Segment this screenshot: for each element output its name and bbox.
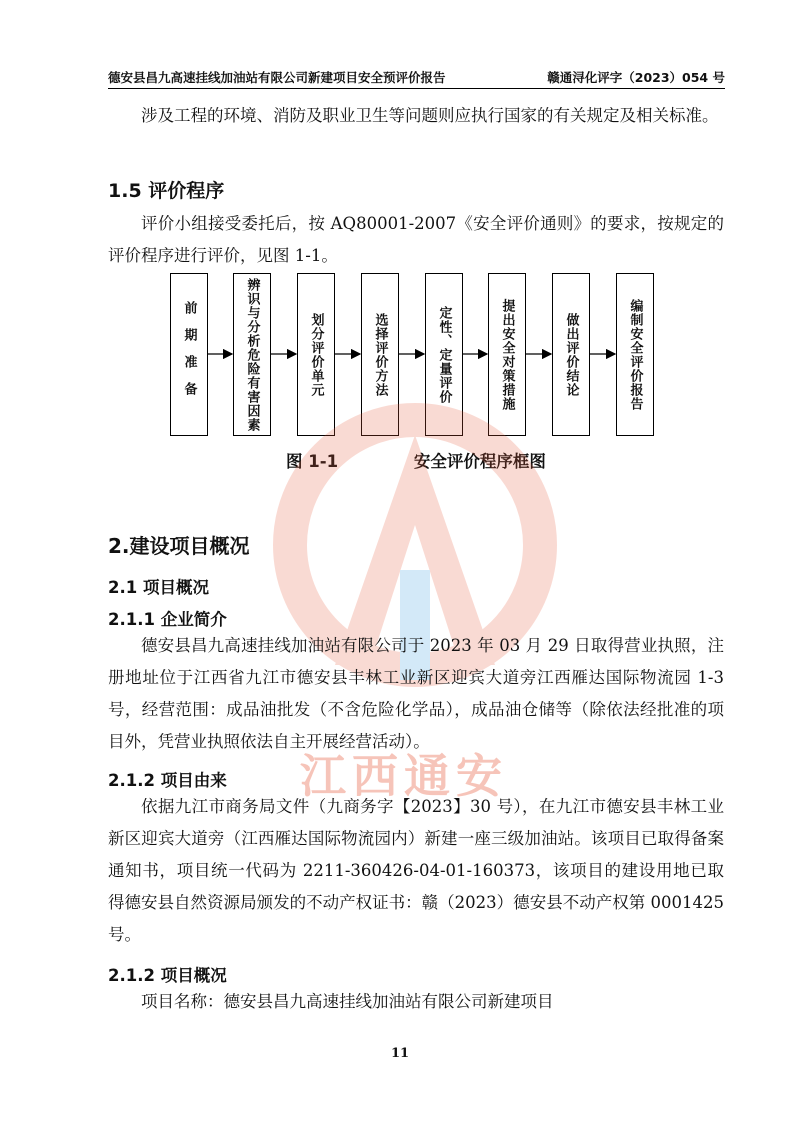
page-header: [108, 66, 725, 89]
figure-caption: [286, 448, 546, 472]
paragraph-project-name: 项目名称：德安县昌九高速挂线加油站有限公司新建项目: [141, 992, 554, 1011]
flow-step-conclusion: 做出评价结论: [552, 273, 590, 436]
section-heading-1-5: 1.5 评价程序: [108, 180, 225, 202]
section-heading-2-1-2-overview: 2.1.2 项目概况: [108, 966, 227, 985]
flow-step-prep: 前期准备: [170, 273, 208, 436]
page-number: 11: [390, 1046, 410, 1061]
report-code: 赣通浔化评字（2023）054 号: [547, 70, 725, 85]
paragraph-1-5: 评价小组接受委托后，按 AQ80001-2007《安全评价通则》的要求，按规定的评价程序进行评价，见图 1-1。: [108, 214, 724, 265]
section-heading-2-1-2-origin: 2.1.2 项目由来: [108, 771, 227, 790]
flow-step-countermeasures: 提出安全对策措施: [488, 273, 526, 436]
section-heading-2-1: 2.1 项目概况: [108, 578, 209, 597]
paragraph-project-origin: 依据九江市商务局文件（九商务字【2023】30 号），在九江市德安县丰林工业新区迎宾大道旁（江西雁达国际物流园内）新建一座三级加油站。该项目已取得备案通知书，项目统一代码为 2211-360426-04-01-160373，该项目的建设用地已取得德安县自然资源局颁发的不动产权证书：赣（2023）德安县不动产权第 0001425 号。: [108, 797, 724, 944]
flow-step-hazard-identification: 辨识与分析危险有害因素: [233, 273, 271, 436]
section-heading-2-1-1: 2.1.1 企业简介: [108, 610, 227, 629]
paragraph-company-profile: 德安县昌九高速挂线加油站有限公司于 2023 年 03 月 29 日取得营业执照，注册地址位于江西省九江市德安县丰林工业新区迎宾大道旁江西雁达国际物流园 1-3 号，经营范围：成品油批发（不含危险化学品），成品油仓储等（除依法经批准的项目外，凭营业执照依法自主开展经营活动）。: [108, 636, 724, 751]
flow-step-evaluation: 定性、定量评价: [425, 273, 463, 436]
section-heading-2: 2.建设项目概况: [108, 534, 250, 558]
intro-paragraph: 涉及工程的环境、消防及职业卫生等问题则应执行国家的有关规定及相关标准。: [141, 106, 719, 125]
figure-number: 图 1-1: [286, 452, 339, 471]
flow-step-method-selection: 选择评价方法: [361, 273, 399, 436]
watermark-text: 江西通安: [300, 749, 508, 803]
flow-step-unit-division: 划分评价单元: [297, 273, 335, 436]
flow-step-report: 编制安全评价报告: [616, 273, 654, 436]
figure-title: 安全评价程序框图: [413, 452, 546, 471]
report-title: 德安县昌九高速挂线加油站有限公司新建项目安全预评价报告: [108, 70, 446, 85]
